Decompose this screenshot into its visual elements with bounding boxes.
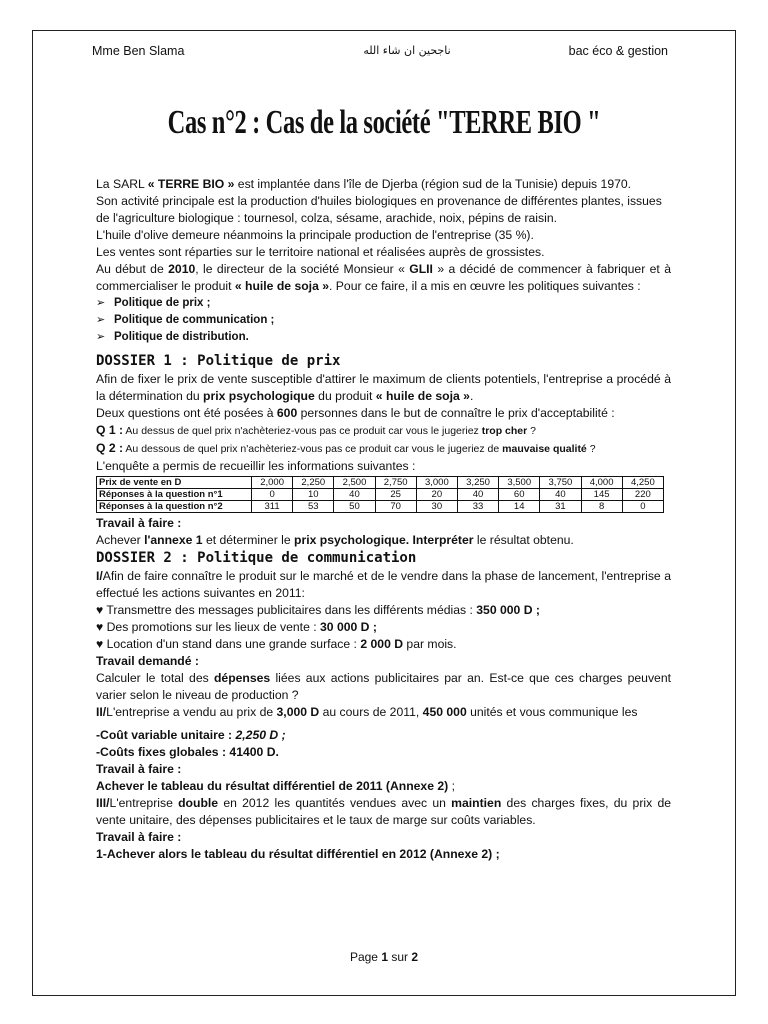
intro-paragraph-2: Son activité principale est la production d'huiles biologiques en provenance de différentes plantes, issues de l'agriculture biologique : tournesol, colza, sésame, arachide, noix, pépins de raisin.	[96, 194, 662, 225]
price-cell: 2,500	[334, 477, 375, 489]
page-footer: Page 1 sur 2	[349, 950, 419, 964]
intro-paragraph-3: L'huile d'olive demeure néanmoins la principale production de l'entreprise (35 %).	[96, 228, 534, 242]
row-label: Prix de vente en D	[97, 477, 252, 489]
dossier-2-part-2: II/L'entreprise a vendu au prix de 3,000 D au cours de 2011, 450 000 unités et vous communique les	[96, 705, 638, 719]
header-author: Mme Ben Slama	[92, 44, 185, 58]
question-2: Q 2 : Au dessous de quel prix n'achèteriez-vous pas ce produit car vous le jugeriez de mauvaise qualité ?	[96, 441, 596, 455]
price-cell: 3,500	[499, 477, 540, 489]
policy-item: ➢ Politique de prix ;	[96, 295, 671, 312]
task-2-title: Travail à faire :	[96, 830, 182, 844]
header-arabic-wish: ناجحين ان شاء الله	[363, 44, 451, 57]
intro-paragraph-1: La SARL « TERRE BIO » est implantée dans l'île de Djerba (région sud de la Tunisie) depuis 1970.	[96, 177, 632, 191]
price-cell: 2,750	[375, 477, 416, 489]
table-row-q1	[97, 489, 664, 501]
q2-cell: 50	[334, 501, 375, 513]
q1-cell: 40	[540, 489, 581, 501]
intro-paragraph-5: Au début de 2010, le directeur de la société Monsieur « GLII » a décidé de commencer à fabriquer et à commercialiser le produit « huile de soja ». Pour ce faire, il a mis en œuvre les politiques suivantes :	[96, 262, 671, 293]
variable-cost: -Coût variable unitaire : 2,250 D ;	[96, 728, 286, 742]
price-cell: 2,000	[252, 477, 293, 489]
document-title: Cas n°2 : Cas de la société "TERRE BIO "	[167, 104, 601, 141]
q1-cell: 0	[252, 489, 293, 501]
action-item: ♥ Location d'un stand dans une grande surface : 2 000 D par mois.	[96, 637, 457, 651]
question-1: Q 1 : Au dessus de quel prix n'achèteriez-vous pas ce produit car vous le jugeriez trop cher ?	[96, 423, 536, 437]
page-header	[92, 44, 668, 62]
q2-cell: 53	[293, 501, 334, 513]
dossier-1-paragraph-2: Deux questions ont été posées à 600 personnes dans le but de connaître le prix d'acceptabilité :	[96, 406, 615, 420]
task-1-text: Achever le tableau du résultat différentiel de 2011 (Annexe 2) ;	[96, 779, 455, 793]
q1-cell: 40	[334, 489, 375, 501]
demand-title: Travail demandé :	[96, 654, 199, 668]
action-item: ♥ Des promotions sur les lieux de vente : 30 000 D ;	[96, 620, 377, 634]
q1-cell: 145	[581, 489, 622, 501]
action-item: ♥ Transmettre des messages publicitaires dans les différents médias : 350 000 D ;	[96, 603, 540, 617]
price-cell: 4,000	[581, 477, 622, 489]
dossier-1-task-title: Travail à faire :	[96, 516, 182, 530]
price-cell: 3,250	[457, 477, 498, 489]
dossier-1-title: DOSSIER 1 : Politique de prix	[96, 353, 341, 369]
q2-cell: 8	[581, 501, 622, 513]
row-label: Réponses à la question n°1	[97, 489, 252, 501]
q2-cell: 31	[540, 501, 581, 513]
dossier-2-part-1: I/Afin de faire connaître le produit sur le marché et de le vendre dans la phase de lancement, l'entreprise a effectué les actions suivantes en 2011:	[96, 569, 671, 600]
task-2-text: 1-Achever alors le tableau du résultat différentiel en 2012 (Annexe 2) ;	[96, 847, 500, 861]
table-row-q2	[97, 501, 664, 513]
policy-item: ➢ Politique de distribution.	[96, 329, 671, 346]
q1-cell: 220	[622, 489, 663, 501]
dossier-1-task: Achever l'annexe 1 et déterminer le prix psychologique. Interpréter le résultat obtenu.	[96, 533, 574, 547]
q2-cell: 30	[416, 501, 457, 513]
survey-table	[96, 476, 664, 513]
q2-cell: 311	[252, 501, 293, 513]
q2-cell: 14	[499, 501, 540, 513]
q1-cell: 10	[293, 489, 334, 501]
dossier-2-title: DOSSIER 2 : Politique de communication	[96, 550, 417, 566]
task-1-title: Travail à faire :	[96, 762, 182, 776]
q2-cell: 70	[375, 501, 416, 513]
price-cell: 2,250	[293, 477, 334, 489]
survey-intro: L'enquête a permis de recueillir les informations suivantes :	[96, 459, 416, 473]
intro-paragraph-4: Les ventes sont réparties sur le territoire national et réalisées auprès de grossistes.	[96, 245, 545, 259]
q2-cell: 0	[622, 501, 663, 513]
q1-cell: 20	[416, 489, 457, 501]
row-label: Réponses à la question n°2	[97, 501, 252, 513]
q1-cell: 60	[499, 489, 540, 501]
fixed-cost: -Coûts fixes globales : 41400 D.	[96, 745, 279, 759]
table-row-prices	[97, 477, 664, 489]
policies-list	[96, 295, 671, 346]
document-body	[96, 176, 671, 863]
header-subject: bac éco & gestion	[568, 44, 668, 58]
dossier-1-paragraph-1: Afin de fixer le prix de vente susceptible d'attirer le maximum de clients potentiels, l'entreprise a procédé à la détermination du prix psychologique du produit « huile de soja ».	[96, 372, 671, 403]
q2-cell: 33	[457, 501, 498, 513]
dossier-2-part-3: III/L'entreprise double en 2012 les quantités vendues avec un maintien des charges fixes, du prix de vente unitaire, des dépenses publicitaires et le taux de marge sur coûts variables.	[96, 796, 672, 827]
q1-cell: 25	[375, 489, 416, 501]
price-cell: 3,750	[540, 477, 581, 489]
price-cell: 4,250	[622, 477, 663, 489]
price-cell: 3,000	[416, 477, 457, 489]
q1-cell: 40	[457, 489, 498, 501]
policy-item: ➢ Politique de communication ;	[96, 312, 671, 329]
demand-text: Calculer le total des dépenses liées aux actions publicitaires par an. Est-ce que ces charges peuvent varier selon le niveau de production ?	[96, 671, 671, 702]
